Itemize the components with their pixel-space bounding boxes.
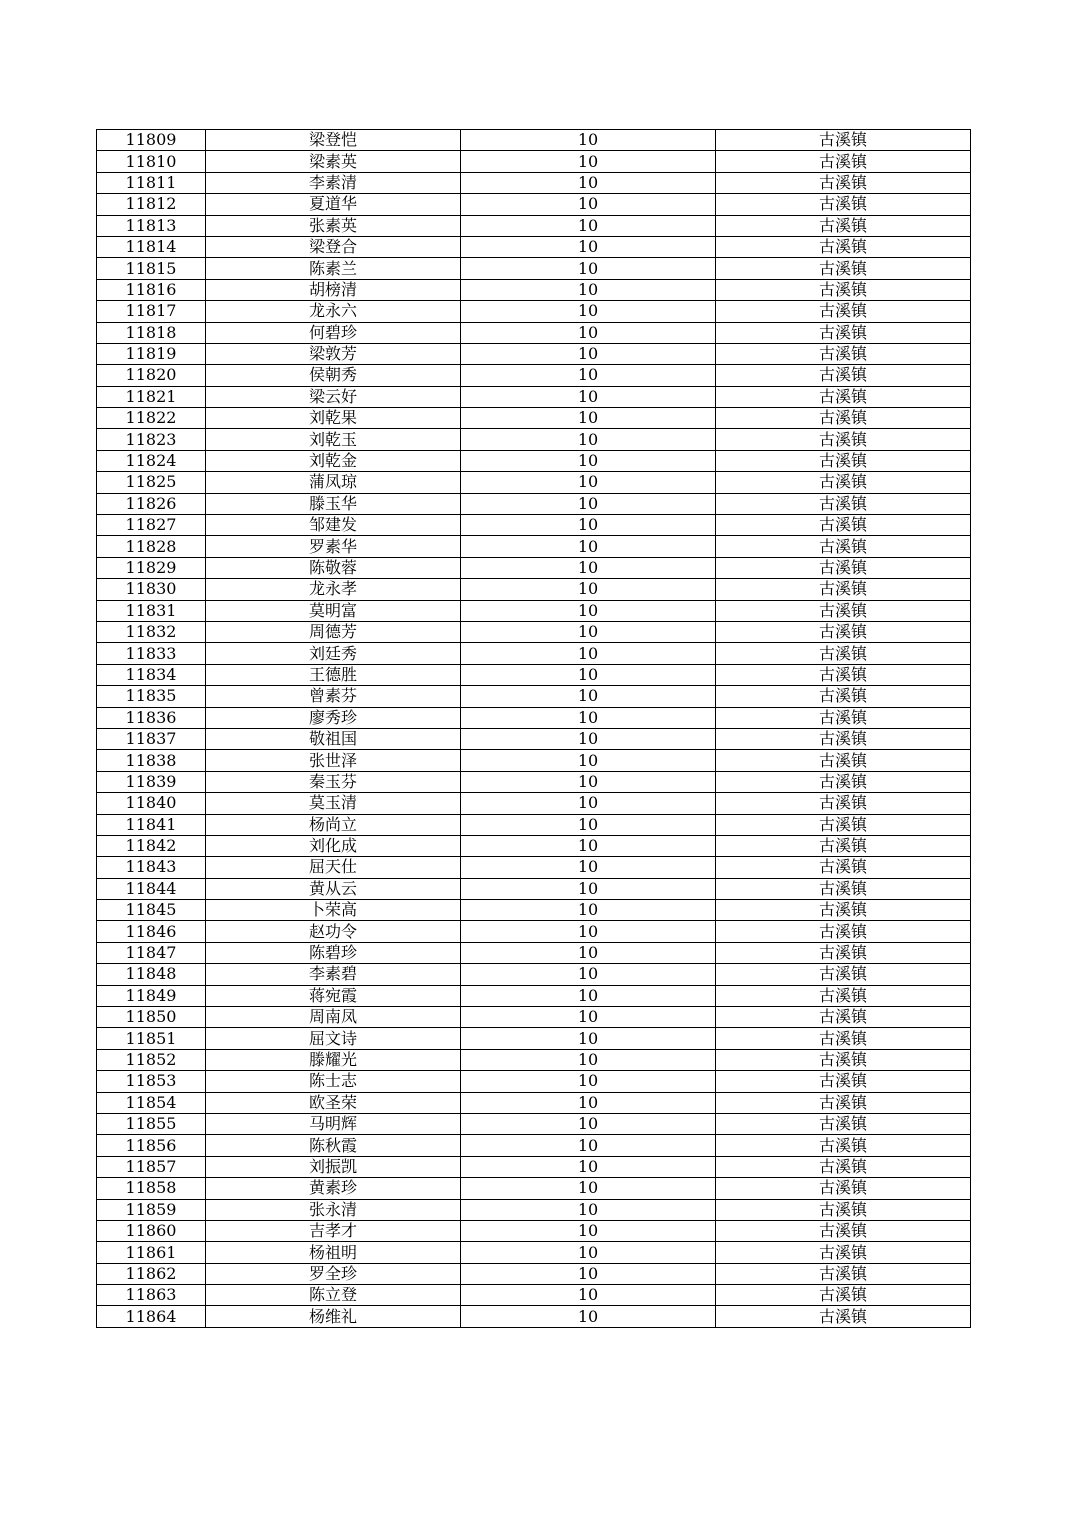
row-number-cell: 11811 (97, 172, 206, 193)
name-cell: 屈文诗 (206, 1028, 461, 1049)
table-row (97, 643, 971, 664)
name-cell: 张永清 (206, 1199, 461, 1220)
row-number-cell: 11821 (97, 386, 206, 407)
table-row (97, 1028, 971, 1049)
name-cell: 敬祖国 (206, 728, 461, 749)
name-cell: 龙永六 (206, 301, 461, 322)
row-number-cell: 11835 (97, 686, 206, 707)
row-number-cell: 11831 (97, 600, 206, 621)
amount-cell: 10 (461, 1156, 716, 1177)
amount-cell: 10 (461, 258, 716, 279)
town-cell: 古溪镇 (716, 835, 971, 856)
table-row (97, 771, 971, 792)
name-cell: 陈士志 (206, 1071, 461, 1092)
amount-cell: 10 (461, 1178, 716, 1199)
name-cell: 刘振凯 (206, 1156, 461, 1177)
name-cell: 陈立登 (206, 1285, 461, 1306)
amount-cell: 10 (461, 215, 716, 236)
amount-cell: 10 (461, 408, 716, 429)
amount-cell: 10 (461, 1242, 716, 1263)
row-number-cell: 11850 (97, 1007, 206, 1028)
amount-cell: 10 (461, 1071, 716, 1092)
row-number-cell: 11841 (97, 814, 206, 835)
row-number-cell: 11855 (97, 1113, 206, 1134)
town-cell: 古溪镇 (716, 621, 971, 642)
table-row (97, 194, 971, 215)
table-row (97, 1220, 971, 1241)
amount-cell: 10 (461, 750, 716, 771)
name-cell: 吉孝才 (206, 1220, 461, 1241)
name-cell: 陈敬蓉 (206, 557, 461, 578)
town-cell: 古溪镇 (716, 1178, 971, 1199)
table-row (97, 322, 971, 343)
name-cell: 刘廷秀 (206, 643, 461, 664)
name-cell: 梁素英 (206, 151, 461, 172)
amount-cell: 10 (461, 1113, 716, 1134)
name-cell: 蒲凤琼 (206, 472, 461, 493)
table-row (97, 600, 971, 621)
amount-cell: 10 (461, 985, 716, 1006)
town-cell: 古溪镇 (716, 643, 971, 664)
town-cell: 古溪镇 (716, 707, 971, 728)
town-cell: 古溪镇 (716, 1049, 971, 1070)
town-cell: 古溪镇 (716, 686, 971, 707)
name-cell: 杨维礼 (206, 1306, 461, 1327)
name-cell: 杨尚立 (206, 814, 461, 835)
town-cell: 古溪镇 (716, 793, 971, 814)
table-row (97, 536, 971, 557)
name-cell: 梁云好 (206, 386, 461, 407)
town-cell: 古溪镇 (716, 1071, 971, 1092)
name-cell: 莫明富 (206, 600, 461, 621)
row-number-cell: 11857 (97, 1156, 206, 1177)
town-cell: 古溪镇 (716, 964, 971, 985)
town-cell: 古溪镇 (716, 857, 971, 878)
name-cell: 张素英 (206, 215, 461, 236)
table-row (97, 1071, 971, 1092)
name-cell: 滕玉华 (206, 493, 461, 514)
row-number-cell: 11833 (97, 643, 206, 664)
town-cell: 古溪镇 (716, 194, 971, 215)
row-number-cell: 11834 (97, 664, 206, 685)
name-cell: 刘乾果 (206, 408, 461, 429)
row-number-cell: 11839 (97, 771, 206, 792)
amount-cell: 10 (461, 172, 716, 193)
row-number-cell: 11815 (97, 258, 206, 279)
amount-cell: 10 (461, 322, 716, 343)
table-row (97, 857, 971, 878)
amount-cell: 10 (461, 472, 716, 493)
row-number-cell: 11826 (97, 493, 206, 514)
town-cell: 古溪镇 (716, 258, 971, 279)
table-row (97, 686, 971, 707)
row-number-cell: 11846 (97, 921, 206, 942)
row-number-cell: 11830 (97, 579, 206, 600)
amount-cell: 10 (461, 814, 716, 835)
row-number-cell: 11844 (97, 878, 206, 899)
row-number-cell: 11863 (97, 1285, 206, 1306)
name-cell: 李素碧 (206, 964, 461, 985)
town-cell: 古溪镇 (716, 151, 971, 172)
row-number-cell: 11809 (97, 130, 206, 151)
town-cell: 古溪镇 (716, 322, 971, 343)
town-cell: 古溪镇 (716, 1135, 971, 1156)
table-row (97, 621, 971, 642)
amount-cell: 10 (461, 429, 716, 450)
name-cell: 刘化成 (206, 835, 461, 856)
amount-cell: 10 (461, 728, 716, 749)
amount-cell: 10 (461, 557, 716, 578)
town-cell: 古溪镇 (716, 900, 971, 921)
row-number-cell: 11823 (97, 429, 206, 450)
table-row (97, 236, 971, 257)
town-cell: 古溪镇 (716, 386, 971, 407)
row-number-cell: 11829 (97, 557, 206, 578)
town-cell: 古溪镇 (716, 985, 971, 1006)
town-cell: 古溪镇 (716, 600, 971, 621)
row-number-cell: 11849 (97, 985, 206, 1006)
table-row (97, 878, 971, 899)
name-cell: 马明辉 (206, 1113, 461, 1134)
amount-cell: 10 (461, 130, 716, 151)
row-number-cell: 11847 (97, 942, 206, 963)
amount-cell: 10 (461, 236, 716, 257)
row-number-cell: 11816 (97, 279, 206, 300)
town-cell: 古溪镇 (716, 130, 971, 151)
row-number-cell: 11812 (97, 194, 206, 215)
name-cell: 莫玉清 (206, 793, 461, 814)
row-number-cell: 11820 (97, 365, 206, 386)
table-row (97, 814, 971, 835)
row-number-cell: 11842 (97, 835, 206, 856)
row-number-cell: 11810 (97, 151, 206, 172)
amount-cell: 10 (461, 857, 716, 878)
name-cell: 刘乾金 (206, 450, 461, 471)
town-cell: 古溪镇 (716, 1220, 971, 1241)
town-cell: 古溪镇 (716, 942, 971, 963)
town-cell: 古溪镇 (716, 450, 971, 471)
row-number-cell: 11828 (97, 536, 206, 557)
name-cell: 侯朝秀 (206, 365, 461, 386)
town-cell: 古溪镇 (716, 343, 971, 364)
amount-cell: 10 (461, 151, 716, 172)
town-cell: 古溪镇 (716, 921, 971, 942)
town-cell: 古溪镇 (716, 557, 971, 578)
amount-cell: 10 (461, 621, 716, 642)
row-number-cell: 11848 (97, 964, 206, 985)
amount-cell: 10 (461, 600, 716, 621)
row-number-cell: 11851 (97, 1028, 206, 1049)
amount-cell: 10 (461, 279, 716, 300)
amount-cell: 10 (461, 1092, 716, 1113)
row-number-cell: 11838 (97, 750, 206, 771)
amount-cell: 10 (461, 450, 716, 471)
data-table (96, 129, 971, 1328)
town-cell: 古溪镇 (716, 536, 971, 557)
amount-cell: 10 (461, 1263, 716, 1284)
town-cell: 古溪镇 (716, 1092, 971, 1113)
amount-cell: 10 (461, 643, 716, 664)
row-number-cell: 11860 (97, 1220, 206, 1241)
town-cell: 古溪镇 (716, 1263, 971, 1284)
name-cell: 陈素兰 (206, 258, 461, 279)
town-cell: 古溪镇 (716, 1242, 971, 1263)
town-cell: 古溪镇 (716, 1028, 971, 1049)
table-row (97, 215, 971, 236)
amount-cell: 10 (461, 365, 716, 386)
name-cell: 王德胜 (206, 664, 461, 685)
row-number-cell: 11859 (97, 1199, 206, 1220)
amount-cell: 10 (461, 1135, 716, 1156)
table-row (97, 579, 971, 600)
row-number-cell: 11856 (97, 1135, 206, 1156)
row-number-cell: 11840 (97, 793, 206, 814)
name-cell: 梁登恺 (206, 130, 461, 151)
town-cell: 古溪镇 (716, 301, 971, 322)
table-row (97, 151, 971, 172)
name-cell: 何碧珍 (206, 322, 461, 343)
amount-cell: 10 (461, 194, 716, 215)
town-cell: 古溪镇 (716, 1156, 971, 1177)
table-row (97, 985, 971, 1006)
name-cell: 罗全珍 (206, 1263, 461, 1284)
row-number-cell: 11862 (97, 1263, 206, 1284)
table-row (97, 750, 971, 771)
town-cell: 古溪镇 (716, 429, 971, 450)
name-cell: 黄素珍 (206, 1178, 461, 1199)
name-cell: 周南凤 (206, 1007, 461, 1028)
table-row (97, 728, 971, 749)
table-row (97, 707, 971, 728)
table-row (97, 664, 971, 685)
town-cell: 古溪镇 (716, 172, 971, 193)
table-row (97, 1285, 971, 1306)
amount-cell: 10 (461, 1007, 716, 1028)
table-row (97, 835, 971, 856)
row-number-cell: 11852 (97, 1049, 206, 1070)
table-row (97, 279, 971, 300)
table-row (97, 964, 971, 985)
table-row (97, 365, 971, 386)
row-number-cell: 11858 (97, 1178, 206, 1199)
amount-cell: 10 (461, 878, 716, 899)
name-cell: 卜荣高 (206, 900, 461, 921)
table-row (97, 1049, 971, 1070)
name-cell: 夏道华 (206, 194, 461, 215)
table-row (97, 172, 971, 193)
amount-cell: 10 (461, 1306, 716, 1327)
table-row (97, 921, 971, 942)
row-number-cell: 11813 (97, 215, 206, 236)
town-cell: 古溪镇 (716, 365, 971, 386)
name-cell: 罗素华 (206, 536, 461, 557)
table-row (97, 1242, 971, 1263)
name-cell: 杨祖明 (206, 1242, 461, 1263)
name-cell: 周德芳 (206, 621, 461, 642)
name-cell: 邹建发 (206, 515, 461, 536)
row-number-cell: 11837 (97, 728, 206, 749)
row-number-cell: 11818 (97, 322, 206, 343)
table-row (97, 793, 971, 814)
town-cell: 古溪镇 (716, 728, 971, 749)
row-number-cell: 11822 (97, 408, 206, 429)
table-row (97, 1306, 971, 1327)
amount-cell: 10 (461, 900, 716, 921)
name-cell: 梁敦芳 (206, 343, 461, 364)
row-number-cell: 11814 (97, 236, 206, 257)
name-cell: 蒋宛霞 (206, 985, 461, 1006)
amount-cell: 10 (461, 793, 716, 814)
town-cell: 古溪镇 (716, 236, 971, 257)
table-row (97, 942, 971, 963)
name-cell: 秦玉芬 (206, 771, 461, 792)
town-cell: 古溪镇 (716, 1007, 971, 1028)
table-row (97, 900, 971, 921)
row-number-cell: 11843 (97, 857, 206, 878)
table-row (97, 557, 971, 578)
table-row (97, 301, 971, 322)
name-cell: 胡榜清 (206, 279, 461, 300)
table-body (97, 130, 971, 1328)
amount-cell: 10 (461, 1199, 716, 1220)
name-cell: 龙永孝 (206, 579, 461, 600)
amount-cell: 10 (461, 1049, 716, 1070)
table-row (97, 1156, 971, 1177)
name-cell: 屈天仕 (206, 857, 461, 878)
town-cell: 古溪镇 (716, 408, 971, 429)
table-row (97, 408, 971, 429)
name-cell: 张世泽 (206, 750, 461, 771)
town-cell: 古溪镇 (716, 279, 971, 300)
amount-cell: 10 (461, 707, 716, 728)
town-cell: 古溪镇 (716, 472, 971, 493)
amount-cell: 10 (461, 386, 716, 407)
row-number-cell: 11832 (97, 621, 206, 642)
table-row (97, 1199, 971, 1220)
amount-cell: 10 (461, 493, 716, 514)
town-cell: 古溪镇 (716, 750, 971, 771)
town-cell: 古溪镇 (716, 771, 971, 792)
table-row (97, 343, 971, 364)
table-row (97, 472, 971, 493)
amount-cell: 10 (461, 921, 716, 942)
name-cell: 黄从云 (206, 878, 461, 899)
amount-cell: 10 (461, 964, 716, 985)
name-cell: 欧圣荣 (206, 1092, 461, 1113)
town-cell: 古溪镇 (716, 515, 971, 536)
row-number-cell: 11854 (97, 1092, 206, 1113)
amount-cell: 10 (461, 301, 716, 322)
row-number-cell: 11836 (97, 707, 206, 728)
town-cell: 古溪镇 (716, 664, 971, 685)
row-number-cell: 11825 (97, 472, 206, 493)
name-cell: 刘乾玉 (206, 429, 461, 450)
row-number-cell: 11817 (97, 301, 206, 322)
amount-cell: 10 (461, 835, 716, 856)
name-cell: 陈秋霞 (206, 1135, 461, 1156)
town-cell: 古溪镇 (716, 215, 971, 236)
name-cell: 李素清 (206, 172, 461, 193)
amount-cell: 10 (461, 1285, 716, 1306)
table-row (97, 515, 971, 536)
town-cell: 古溪镇 (716, 1199, 971, 1220)
table-row (97, 1113, 971, 1134)
amount-cell: 10 (461, 1028, 716, 1049)
town-cell: 古溪镇 (716, 878, 971, 899)
name-cell: 梁登合 (206, 236, 461, 257)
town-cell: 古溪镇 (716, 579, 971, 600)
table-row (97, 1178, 971, 1199)
town-cell: 古溪镇 (716, 1113, 971, 1134)
table-row (97, 386, 971, 407)
row-number-cell: 11819 (97, 343, 206, 364)
amount-cell: 10 (461, 664, 716, 685)
table-row (97, 130, 971, 151)
name-cell: 滕耀光 (206, 1049, 461, 1070)
table-row (97, 1007, 971, 1028)
town-cell: 古溪镇 (716, 1306, 971, 1327)
table-row (97, 1092, 971, 1113)
amount-cell: 10 (461, 515, 716, 536)
table-row (97, 493, 971, 514)
row-number-cell: 11861 (97, 1242, 206, 1263)
table-row (97, 258, 971, 279)
town-cell: 古溪镇 (716, 814, 971, 835)
town-cell: 古溪镇 (716, 1285, 971, 1306)
amount-cell: 10 (461, 686, 716, 707)
amount-cell: 10 (461, 536, 716, 557)
name-cell: 曾素芬 (206, 686, 461, 707)
table-row (97, 429, 971, 450)
row-number-cell: 11853 (97, 1071, 206, 1092)
amount-cell: 10 (461, 1220, 716, 1241)
amount-cell: 10 (461, 579, 716, 600)
table-row (97, 450, 971, 471)
name-cell: 廖秀珍 (206, 707, 461, 728)
table-row (97, 1135, 971, 1156)
row-number-cell: 11864 (97, 1306, 206, 1327)
amount-cell: 10 (461, 771, 716, 792)
row-number-cell: 11827 (97, 515, 206, 536)
name-cell: 陈碧珍 (206, 942, 461, 963)
amount-cell: 10 (461, 343, 716, 364)
row-number-cell: 11824 (97, 450, 206, 471)
row-number-cell: 11845 (97, 900, 206, 921)
table-row (97, 1263, 971, 1284)
town-cell: 古溪镇 (716, 493, 971, 514)
amount-cell: 10 (461, 942, 716, 963)
name-cell: 赵功令 (206, 921, 461, 942)
